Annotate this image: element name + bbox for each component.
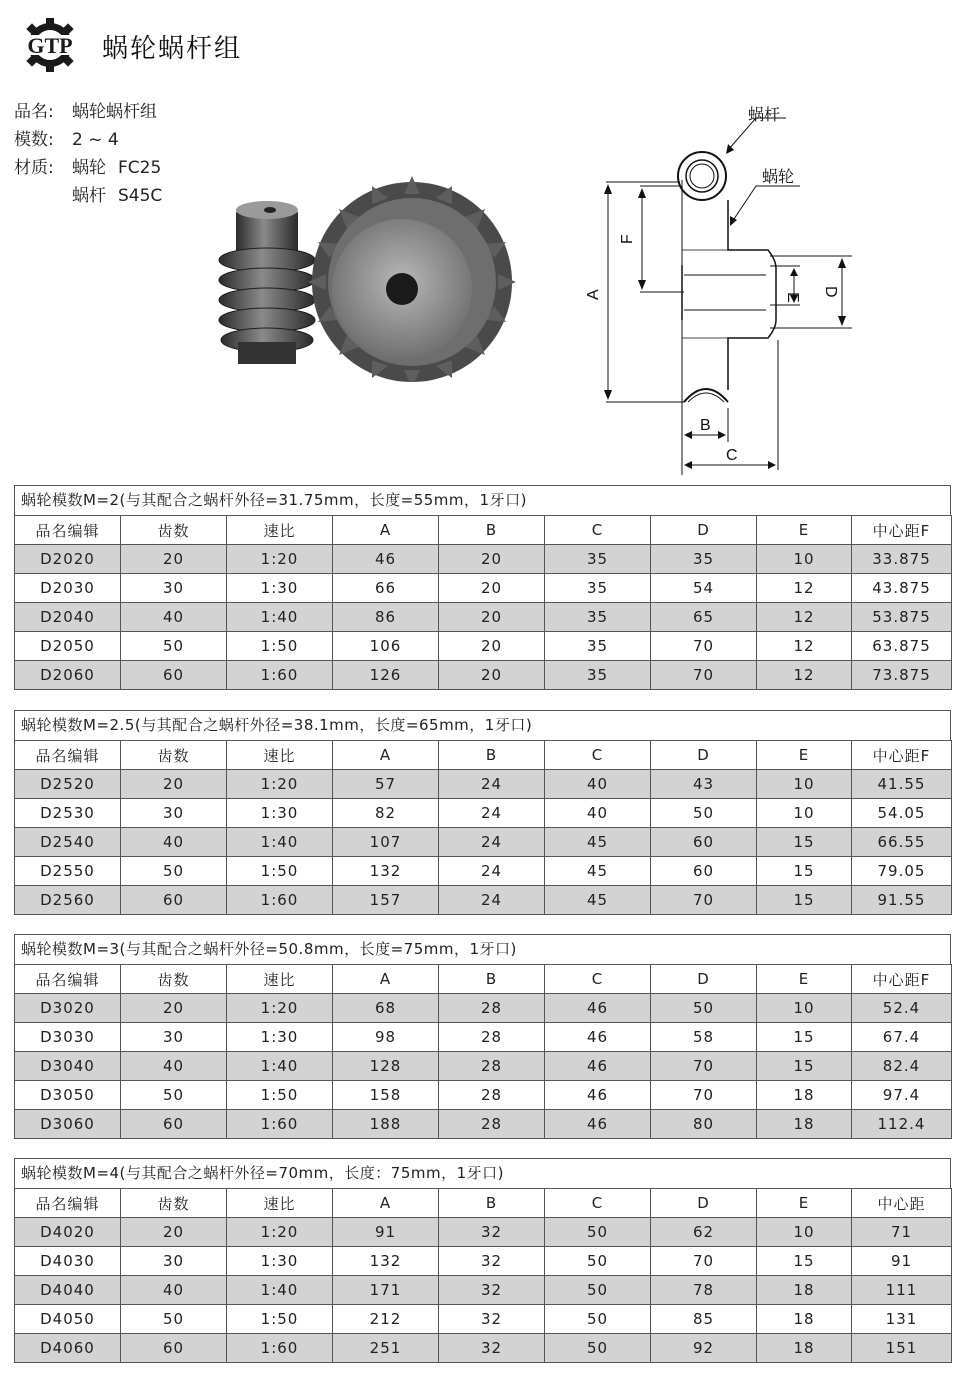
table-cell: 62 [651,1218,757,1247]
table-cell: 50 [545,1334,651,1363]
table-cell: 40 [121,603,227,632]
table-cell: 171 [333,1276,439,1305]
table-cell: 1:60 [227,1110,333,1139]
table-cell: 54.05 [852,799,952,828]
table-row [15,994,952,1023]
table-header-row [15,965,952,994]
table-cell: 66 [333,574,439,603]
table-cell: 98 [333,1023,439,1052]
table-row [15,1276,952,1305]
table-cell: 20 [439,632,545,661]
table-cell: D4050 [15,1305,121,1334]
spec-material-worm-row [14,182,162,210]
table-caption: 蜗轮模数M=3(与其配合之蜗杆外径=50.8mm，长度=75mm，1牙口) [14,934,951,964]
column-header: 中心距F [852,741,952,770]
column-header: A [333,741,439,770]
table-row [15,1052,952,1081]
column-header: B [439,965,545,994]
column-header: E [757,516,852,545]
column-header: 品名编辑 [15,965,121,994]
table-row [15,1247,952,1276]
table-cell: 151 [852,1334,952,1363]
table-cell: 1:40 [227,1276,333,1305]
table-cell: 28 [439,1081,545,1110]
column-header: C [545,965,651,994]
table-cell: 97.4 [852,1081,952,1110]
worm-label: 蜗杆 [748,107,781,124]
table-cell: 15 [757,1052,852,1081]
table-row [15,1334,952,1363]
table-cell: 28 [439,994,545,1023]
table-cell: 50 [121,632,227,661]
data-table [14,515,952,690]
table-cell: 91 [852,1247,952,1276]
table-cell: 35 [545,574,651,603]
column-header: 齿数 [121,516,227,545]
gtp-logo [14,16,86,74]
table-row [15,828,952,857]
table-cell: 46 [545,1081,651,1110]
table-cell: 45 [545,857,651,886]
spec-module-label: 模数: [14,130,54,150]
table-cell: 1:40 [227,828,333,857]
table-cell: 67.4 [852,1023,952,1052]
table-cell: 60 [651,857,757,886]
table-caption: 蜗轮模数M=4(与其配合之蜗杆外径=70mm，长度：75mm，1牙口) [14,1158,951,1188]
table-cell: 12 [757,661,852,690]
table-cell: 18 [757,1110,852,1139]
table-cell: 106 [333,632,439,661]
table-cell: 15 [757,1023,852,1052]
table-cell: 33.875 [852,545,952,574]
table-cell: 80 [651,1110,757,1139]
table-cell: 24 [439,770,545,799]
table-cell: 35 [545,545,651,574]
table-cell: 45 [545,828,651,857]
column-header: C [545,516,651,545]
table-cell: 65 [651,603,757,632]
table-cell: 85 [651,1305,757,1334]
column-header: A [333,965,439,994]
spec-material-worm-name: 蜗杆 [72,186,106,206]
table-cell: 91 [333,1218,439,1247]
table-cell: 20 [121,994,227,1023]
table-cell: D4040 [15,1276,121,1305]
table-cell: 1:50 [227,1081,333,1110]
table-cell: 91.55 [852,886,952,915]
column-header: 齿数 [121,741,227,770]
table-cell: 15 [757,828,852,857]
table-cell: 15 [757,886,852,915]
spec-module-value: 2 ~ 4 [72,130,119,150]
table-row [15,1081,952,1110]
table-row [15,799,952,828]
table-cell: 131 [852,1305,952,1334]
table-cell: D2040 [15,603,121,632]
spec-table-4 [14,1158,951,1363]
table-cell: 73.875 [852,661,952,690]
column-header: D [651,741,757,770]
spec-material-label: 材质: [14,158,54,178]
table-cell: 35 [651,545,757,574]
spec-table-2 [14,710,951,915]
table-cell: 70 [651,1247,757,1276]
table-cell: 66.55 [852,828,952,857]
column-header: E [757,1189,852,1218]
table-cell: 1:30 [227,574,333,603]
table-cell: 35 [545,603,651,632]
column-header: E [757,741,852,770]
table-header-row [15,516,952,545]
table-caption: 蜗轮模数M=2(与其配合之蜗杆外径=31.75mm，长度=55mm，1牙口) [14,485,951,515]
table-cell: D3040 [15,1052,121,1081]
table-cell: D2030 [15,574,121,603]
spec-list [14,98,162,210]
table-cell: D3060 [15,1110,121,1139]
column-header: 速比 [227,1189,333,1218]
table-cell: 32 [439,1218,545,1247]
table-cell: 32 [439,1334,545,1363]
table-cell: 28 [439,1110,545,1139]
table-row [15,574,952,603]
table-cell: 126 [333,661,439,690]
table-cell: 188 [333,1110,439,1139]
table-cell: 112.4 [852,1110,952,1139]
table-cell: 50 [121,1081,227,1110]
table-row [15,1218,952,1247]
table-header-row [15,1189,952,1218]
column-header: 速比 [227,516,333,545]
table-cell: 18 [757,1081,852,1110]
table-cell: 1:50 [227,857,333,886]
table-cell: 32 [439,1305,545,1334]
column-header: C [545,741,651,770]
table-cell: 58 [651,1023,757,1052]
table-cell: 52.4 [852,994,952,1023]
table-cell: 32 [439,1276,545,1305]
table-cell: 128 [333,1052,439,1081]
table-cell: 132 [333,1247,439,1276]
table-cell: 53.875 [852,603,952,632]
table-cell: 107 [333,828,439,857]
table-cell: 71 [852,1218,952,1247]
column-header: D [651,965,757,994]
table-cell: 60 [121,1110,227,1139]
table-cell: D2530 [15,799,121,828]
column-header: C [545,1189,651,1218]
table-cell: 28 [439,1023,545,1052]
table-cell: 20 [439,574,545,603]
table-cell: 18 [757,1305,852,1334]
table-cell: 157 [333,886,439,915]
table-cell: 28 [439,1052,545,1081]
table-cell: 1:40 [227,1052,333,1081]
table-cell: 82 [333,799,439,828]
table-cell: D4060 [15,1334,121,1363]
dim-a-label: A [585,289,602,300]
dim-d-label: D [822,286,839,298]
table-cell: D3030 [15,1023,121,1052]
table-cell: 50 [545,1218,651,1247]
table-cell: 40 [121,1052,227,1081]
table-header-row [15,741,952,770]
table-cell: 43 [651,770,757,799]
data-table [14,740,952,915]
table-cell: 1:20 [227,1218,333,1247]
table-cell: 35 [545,632,651,661]
table-cell: D2050 [15,632,121,661]
table-cell: 20 [439,545,545,574]
table-cell: 1:20 [227,994,333,1023]
column-header: 速比 [227,965,333,994]
table-cell: 46 [545,994,651,1023]
product-photo [212,172,532,382]
spec-material-wheel-name: 蜗轮 [72,158,106,178]
table-cell: 15 [757,857,852,886]
column-header: 品名编辑 [15,741,121,770]
column-header: D [651,516,757,545]
table-cell: 46 [333,545,439,574]
table-cell: 111 [852,1276,952,1305]
table-cell: 35 [545,661,651,690]
column-header: 齿数 [121,1189,227,1218]
table-cell: 86 [333,603,439,632]
table-cell: 132 [333,857,439,886]
table-cell: 78 [651,1276,757,1305]
table-row [15,1023,952,1052]
table-cell: 30 [121,1023,227,1052]
table-cell: 50 [651,799,757,828]
spec-material-wheel-value: FC25 [118,158,162,178]
column-header: B [439,1189,545,1218]
table-cell: 24 [439,828,545,857]
spec-table-1 [14,485,951,690]
table-row [15,661,952,690]
table-row [15,632,952,661]
table-cell: 46 [545,1110,651,1139]
column-header: A [333,1189,439,1218]
table-cell: 20 [439,603,545,632]
dimension-diagram [560,90,860,475]
table-cell: 12 [757,603,852,632]
table-row [15,1305,952,1334]
table-cell: 18 [757,1334,852,1363]
data-table [14,964,952,1139]
table-cell: 1:40 [227,603,333,632]
table-cell: 79.05 [852,857,952,886]
table-cell: 24 [439,857,545,886]
table-cell: 1:50 [227,1305,333,1334]
table-cell: D2550 [15,857,121,886]
table-cell: 1:60 [227,886,333,915]
spec-name-row [14,98,162,126]
table-cell: 82.4 [852,1052,952,1081]
table-cell: 50 [545,1247,651,1276]
table-row [15,1110,952,1139]
table-cell: D2020 [15,545,121,574]
table-cell: 30 [121,799,227,828]
table-cell: 1:30 [227,799,333,828]
column-header: 品名编辑 [15,1189,121,1218]
worm-wheel-image [308,176,516,382]
table-cell: 68 [333,994,439,1023]
table-cell: 60 [121,886,227,915]
table-cell: 60 [121,1334,227,1363]
table-cell: 20 [121,545,227,574]
spec-name-label: 品名: [14,102,54,122]
spec-material-worm-value: S45C [118,186,163,206]
table-cell: 1:20 [227,770,333,799]
dim-c-label: C [726,447,738,464]
table-cell: 43.875 [852,574,952,603]
table-cell: 10 [757,1218,852,1247]
logo-text: GTP [27,33,73,58]
column-header: B [439,741,545,770]
table-row [15,770,952,799]
table-cell: D2560 [15,886,121,915]
table-cell: 40 [545,770,651,799]
table-cell: 24 [439,886,545,915]
table-row [15,886,952,915]
table-cell: 10 [757,770,852,799]
spec-table-3 [14,934,951,1139]
table-cell: 70 [651,661,757,690]
table-row [15,545,952,574]
table-cell: 10 [757,799,852,828]
column-header: 品名编辑 [15,516,121,545]
table-cell: D3020 [15,994,121,1023]
column-header: B [439,516,545,545]
table-caption: 蜗轮模数M=2.5(与其配合之蜗杆外径=38.1mm，长度=65mm，1牙口) [14,710,951,740]
table-cell: 46 [545,1023,651,1052]
table-cell: 92 [651,1334,757,1363]
table-cell: 20 [121,1218,227,1247]
table-cell: D4020 [15,1218,121,1247]
table-cell: 60 [121,661,227,690]
table-cell: 30 [121,1247,227,1276]
table-cell: 70 [651,1081,757,1110]
table-row [15,603,952,632]
dim-e-label: E [784,292,801,303]
table-cell: 18 [757,1276,852,1305]
table-cell: 60 [651,828,757,857]
column-header: E [757,965,852,994]
table-cell: 50 [545,1305,651,1334]
table-cell: 10 [757,994,852,1023]
table-cell: 57 [333,770,439,799]
table-cell: 70 [651,1052,757,1081]
table-cell: 50 [545,1276,651,1305]
table-cell: 50 [121,857,227,886]
table-cell: 20 [121,770,227,799]
table-cell: 40 [121,828,227,857]
column-header: 齿数 [121,965,227,994]
dim-b-label: B [700,417,711,434]
table-cell: 1:50 [227,632,333,661]
column-header: A [333,516,439,545]
table-cell: 63.875 [852,632,952,661]
table-cell: 50 [651,994,757,1023]
page-title: 蜗轮蜗杆组 [102,34,243,64]
table-cell: 40 [545,799,651,828]
data-table [14,1188,952,1363]
table-cell: 12 [757,574,852,603]
table-cell: 15 [757,1247,852,1276]
table-row [15,857,952,886]
table-cell: 32 [439,1247,545,1276]
table-cell: D3050 [15,1081,121,1110]
spec-material-row [14,154,162,182]
worm-image [219,201,315,364]
table-cell: 24 [439,799,545,828]
table-cell: 54 [651,574,757,603]
table-cell: 1:60 [227,661,333,690]
table-cell: 1:60 [227,1334,333,1363]
column-header: 中心距F [852,965,952,994]
table-cell: 12 [757,632,852,661]
dim-f-label: F [619,234,636,244]
table-cell: 45 [545,886,651,915]
table-cell: 212 [333,1305,439,1334]
table-cell: D2520 [15,770,121,799]
table-cell: 70 [651,886,757,915]
table-cell: D2540 [15,828,121,857]
table-cell: 20 [439,661,545,690]
table-cell: 30 [121,574,227,603]
table-cell: 158 [333,1081,439,1110]
column-header: 速比 [227,741,333,770]
table-cell: D4030 [15,1247,121,1276]
spec-name-value: 蜗轮蜗杆组 [72,102,157,122]
spec-module-row [14,126,162,154]
column-header: 中心距 [852,1189,952,1218]
table-cell: 46 [545,1052,651,1081]
table-cell: 40 [121,1276,227,1305]
table-cell: 1:30 [227,1247,333,1276]
wheel-label: 蜗轮 [762,169,795,186]
table-cell: 251 [333,1334,439,1363]
column-header: 中心距F [852,516,952,545]
table-cell: 1:30 [227,1023,333,1052]
table-cell: D2060 [15,661,121,690]
table-cell: 70 [651,632,757,661]
table-cell: 50 [121,1305,227,1334]
column-header: D [651,1189,757,1218]
table-cell: 1:20 [227,545,333,574]
table-cell: 10 [757,545,852,574]
table-cell: 41.55 [852,770,952,799]
